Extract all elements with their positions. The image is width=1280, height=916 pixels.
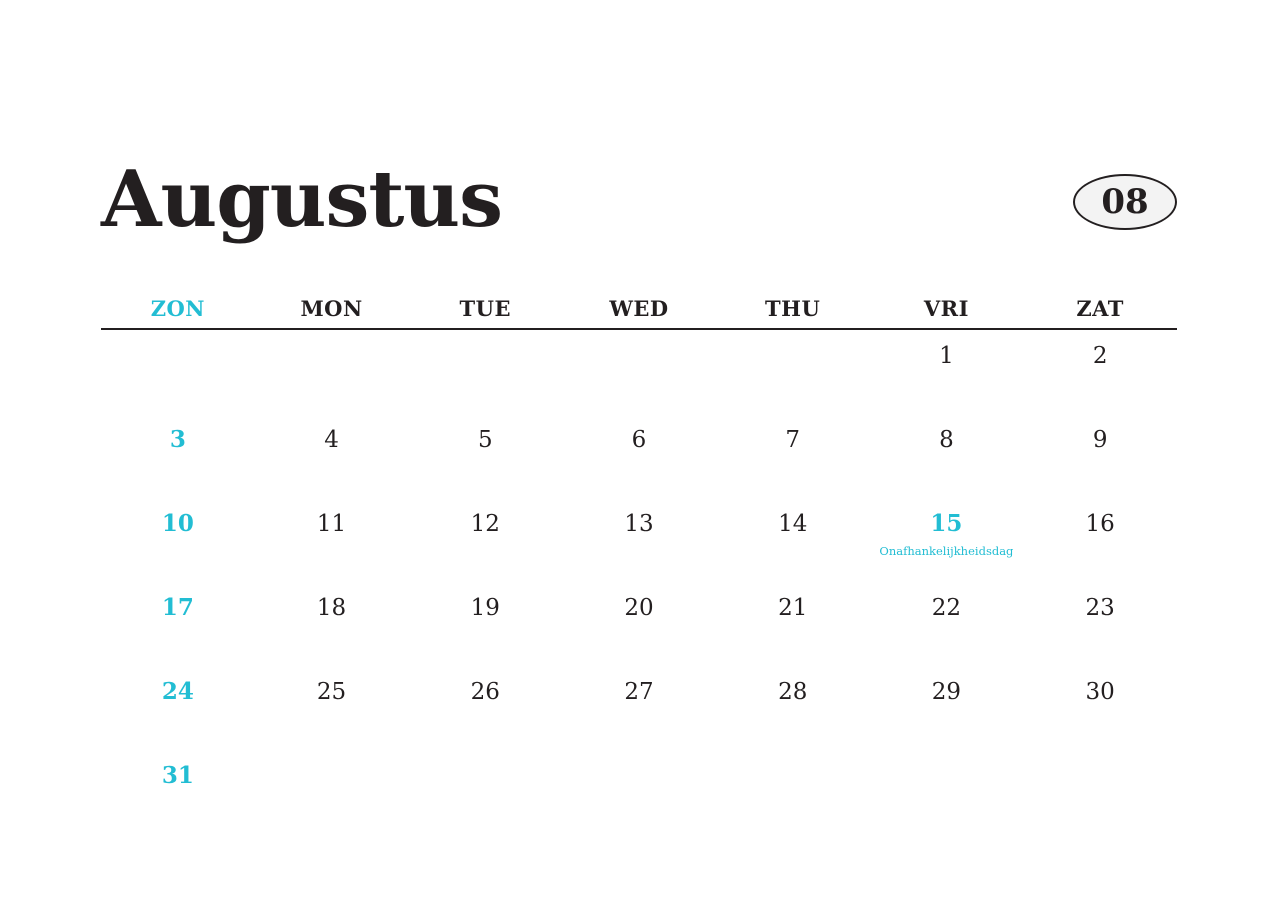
- day-cell[interactable]: [101, 750, 255, 834]
- day-cell[interactable]: [1023, 414, 1177, 498]
- day-cell-empty: [408, 750, 562, 834]
- day-cell-empty: [870, 750, 1024, 834]
- day-number: 17: [161, 594, 194, 621]
- weekday-header-row: [101, 296, 1177, 330]
- calendar-week-row: [101, 330, 1177, 414]
- day-cell[interactable]: [562, 582, 716, 666]
- day-cell[interactable]: [870, 498, 1024, 582]
- day-number: 12: [470, 511, 500, 537]
- weekday-header-1: MON: [300, 296, 363, 321]
- day-cell-empty: [101, 330, 255, 414]
- day-cell[interactable]: [716, 498, 870, 582]
- day-number: 25: [316, 679, 347, 705]
- day-event-label: Onafhankelijkheidsdag: [879, 544, 1014, 558]
- day-cell[interactable]: [716, 666, 870, 750]
- day-cell[interactable]: [101, 414, 255, 498]
- day-cell[interactable]: [1023, 330, 1177, 414]
- month-number-label: 08: [1101, 182, 1149, 222]
- day-number: 14: [778, 511, 808, 537]
- calendar-week-row: [101, 750, 1177, 834]
- calendar-week-row: [101, 582, 1177, 666]
- day-number: 23: [1085, 595, 1115, 621]
- day-number: 26: [470, 679, 500, 705]
- day-cell-empty: [716, 330, 870, 414]
- weekday-header-5: VRI: [923, 296, 969, 321]
- day-number: 15: [930, 510, 963, 537]
- calendar-week-row: [101, 414, 1177, 498]
- day-cell[interactable]: [101, 582, 255, 666]
- weekday-header-0: ZON: [150, 296, 206, 321]
- day-number: 6: [631, 427, 647, 453]
- day-cell[interactable]: [870, 666, 1024, 750]
- day-number: 8: [939, 427, 954, 453]
- day-number: 2: [1092, 343, 1108, 369]
- calendar-weeks: [101, 330, 1177, 834]
- day-cell[interactable]: [562, 666, 716, 750]
- day-cell[interactable]: [255, 666, 409, 750]
- day-cell[interactable]: [255, 582, 409, 666]
- day-number: 1: [939, 343, 954, 369]
- weekday-header-3: WED: [609, 296, 669, 321]
- day-cell[interactable]: [101, 666, 255, 750]
- day-number: 30: [1085, 679, 1115, 705]
- day-number: 21: [778, 595, 808, 621]
- day-number: 20: [624, 595, 654, 621]
- day-cell[interactable]: [870, 414, 1024, 498]
- day-cell[interactable]: [408, 498, 562, 582]
- calendar-week-row: [101, 666, 1177, 750]
- day-number: 27: [624, 679, 654, 705]
- day-cell-empty: [408, 330, 562, 414]
- day-number: 18: [316, 595, 347, 621]
- day-number: 13: [624, 511, 654, 537]
- day-number: 5: [477, 427, 493, 453]
- day-cell[interactable]: [870, 330, 1024, 414]
- weekday-header-6: ZAT: [1076, 296, 1124, 321]
- day-number: 11: [316, 511, 347, 537]
- day-cell-empty: [255, 750, 409, 834]
- day-cell[interactable]: [562, 414, 716, 498]
- month-number-badge: [1073, 174, 1177, 230]
- day-number: 29: [931, 679, 962, 705]
- day-number: 4: [324, 427, 339, 453]
- day-cell[interactable]: [408, 414, 562, 498]
- day-cell[interactable]: [562, 498, 716, 582]
- day-cell[interactable]: [101, 498, 255, 582]
- day-cell[interactable]: [716, 582, 870, 666]
- day-number: 31: [161, 762, 194, 789]
- weekday-header-2: TUE: [459, 296, 511, 321]
- day-cell-empty: [716, 750, 870, 834]
- day-cell[interactable]: [408, 666, 562, 750]
- day-number: 9: [1092, 427, 1108, 453]
- day-number: 22: [931, 595, 962, 621]
- day-cell[interactable]: [255, 414, 409, 498]
- day-cell[interactable]: [255, 498, 409, 582]
- day-number: 19: [470, 595, 500, 621]
- calendar-header: [101, 150, 1177, 260]
- day-cell[interactable]: [1023, 498, 1177, 582]
- day-number: 10: [161, 510, 194, 537]
- day-number: 28: [778, 679, 808, 705]
- day-number: 16: [1085, 511, 1115, 537]
- calendar-week-row: [101, 498, 1177, 582]
- page-title: Augustus: [101, 154, 503, 245]
- day-cell-empty: [562, 750, 716, 834]
- day-cell[interactable]: [716, 414, 870, 498]
- day-number: 3: [169, 426, 186, 453]
- day-number: 7: [785, 427, 801, 453]
- day-cell-empty: [1023, 750, 1177, 834]
- day-cell[interactable]: [1023, 666, 1177, 750]
- day-cell-empty: [255, 330, 409, 414]
- day-cell[interactable]: [1023, 582, 1177, 666]
- calendar-grid: [101, 296, 1177, 834]
- weekday-header-4: THU: [765, 296, 821, 321]
- day-cell-empty: [562, 330, 716, 414]
- day-cell[interactable]: [870, 582, 1024, 666]
- day-cell[interactable]: [408, 582, 562, 666]
- day-number: 24: [161, 678, 194, 705]
